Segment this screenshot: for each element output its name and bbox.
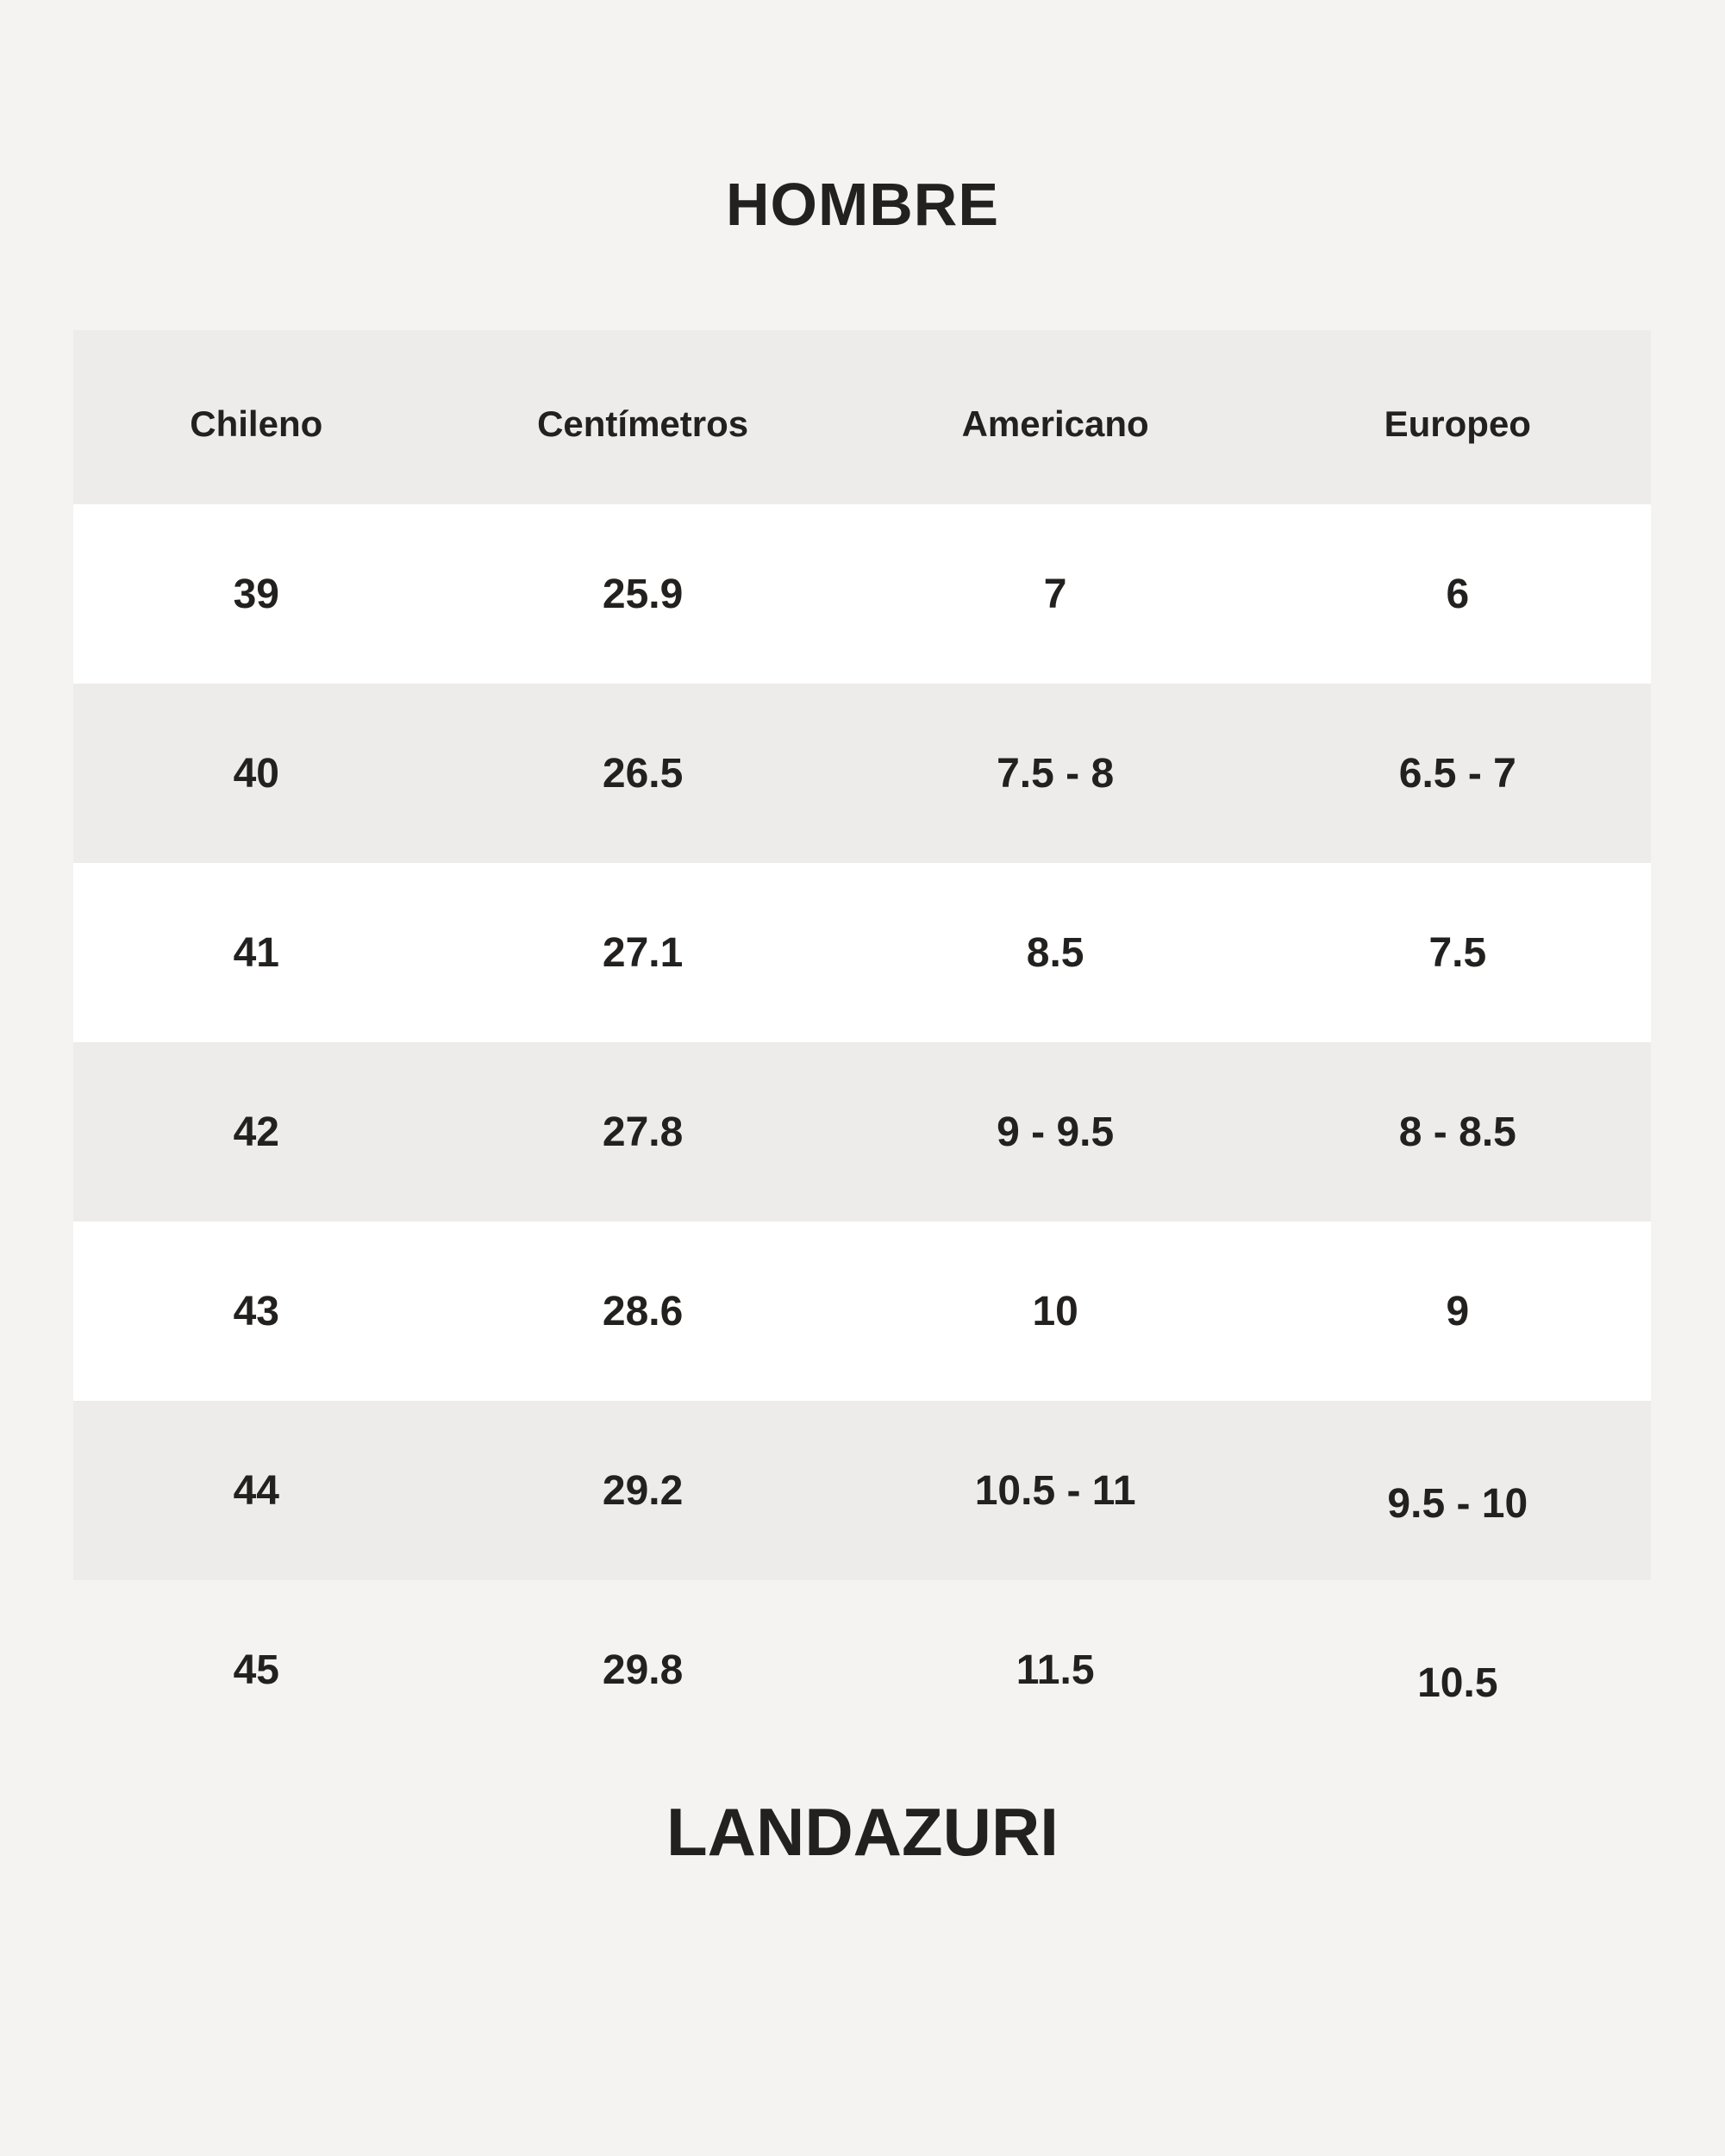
table-cell [847, 1580, 1265, 1759]
cell-value: 29.2 [602, 1467, 684, 1514]
cell-value: 44 [233, 1467, 279, 1514]
cell-value: 8.5 [1026, 929, 1084, 976]
table-cell [73, 1401, 440, 1580]
table-cell [847, 863, 1265, 1042]
cell-value: 9.5 - 10 [1387, 1480, 1528, 1527]
table-cell [440, 1222, 847, 1401]
column-header-europeo [1265, 330, 1651, 504]
table-cell [1265, 1042, 1651, 1222]
cell-value: 40 [233, 750, 279, 797]
cell-value: 10 [1032, 1288, 1078, 1334]
cell-value: 43 [233, 1288, 279, 1334]
table-cell [73, 1042, 440, 1222]
cell-value: 27.1 [602, 929, 684, 976]
table-row [73, 1580, 1651, 1759]
cell-value: 28.6 [602, 1288, 684, 1334]
column-header-centimetros [440, 330, 847, 504]
cell-value: 6 [1446, 571, 1470, 617]
cell-value: 9 - 9.5 [997, 1109, 1115, 1155]
brand-logo: LANDAZURI [666, 1794, 1059, 1870]
cell-value: 41 [233, 929, 279, 976]
page-title: HOMBRE [725, 171, 1000, 238]
cell-value: 10.5 - 11 [974, 1467, 1136, 1514]
table-cell [1265, 863, 1651, 1042]
cell-value: 7.5 - 8 [997, 750, 1115, 797]
table-cell [1265, 1222, 1651, 1401]
cell-value: 25.9 [602, 571, 684, 617]
size-chart-table [73, 330, 1651, 1759]
cell-value: 42 [233, 1109, 279, 1155]
table-cell [1265, 684, 1651, 863]
cell-value: 27.8 [602, 1109, 684, 1155]
column-header-chileno [73, 330, 440, 504]
table-cell [1265, 1401, 1651, 1580]
table-cell [440, 1401, 847, 1580]
cell-value: 45 [233, 1647, 279, 1693]
table-cell [440, 863, 847, 1042]
table-row [73, 1042, 1651, 1222]
cell-value: 7.5 [1428, 929, 1487, 976]
table-row [73, 684, 1651, 863]
table-cell [847, 1042, 1265, 1222]
table-cell [73, 684, 440, 863]
table-cell [847, 504, 1265, 684]
cell-value: 9 [1446, 1288, 1470, 1334]
table-cell [1265, 504, 1651, 684]
cell-value: 6.5 - 7 [1398, 750, 1516, 797]
cell-value: 29.8 [602, 1647, 684, 1693]
table-header-row [73, 330, 1651, 504]
column-header-label: Centímetros [537, 403, 749, 444]
cell-value: 8 - 8.5 [1398, 1109, 1516, 1155]
table-cell [440, 684, 847, 863]
cell-value: 11.5 [1016, 1647, 1095, 1693]
column-header-label: Europeo [1384, 403, 1531, 444]
cell-value: 39 [233, 571, 279, 617]
column-header-americano [847, 330, 1265, 504]
table-cell [73, 1580, 440, 1759]
table-cell [440, 1580, 847, 1759]
table-cell [847, 684, 1265, 863]
size-chart-table-container [73, 330, 1651, 1759]
table-cell [73, 1222, 440, 1401]
table-row [73, 1222, 1651, 1401]
cell-value: 7 [1043, 571, 1067, 617]
column-header-label: Americano [961, 403, 1149, 444]
table-cell [73, 504, 440, 684]
cell-value: 10.5 [1417, 1659, 1498, 1706]
cell-value: 26.5 [602, 750, 684, 797]
table-cell [847, 1401, 1265, 1580]
table-cell [440, 504, 847, 684]
table-row [73, 504, 1651, 684]
column-header-label: Chileno [190, 403, 323, 444]
table-cell [847, 1222, 1265, 1401]
table-row [73, 863, 1651, 1042]
table-cell [73, 863, 440, 1042]
table-row [73, 1401, 1651, 1580]
table-cell [440, 1042, 847, 1222]
table-cell [1265, 1580, 1651, 1759]
